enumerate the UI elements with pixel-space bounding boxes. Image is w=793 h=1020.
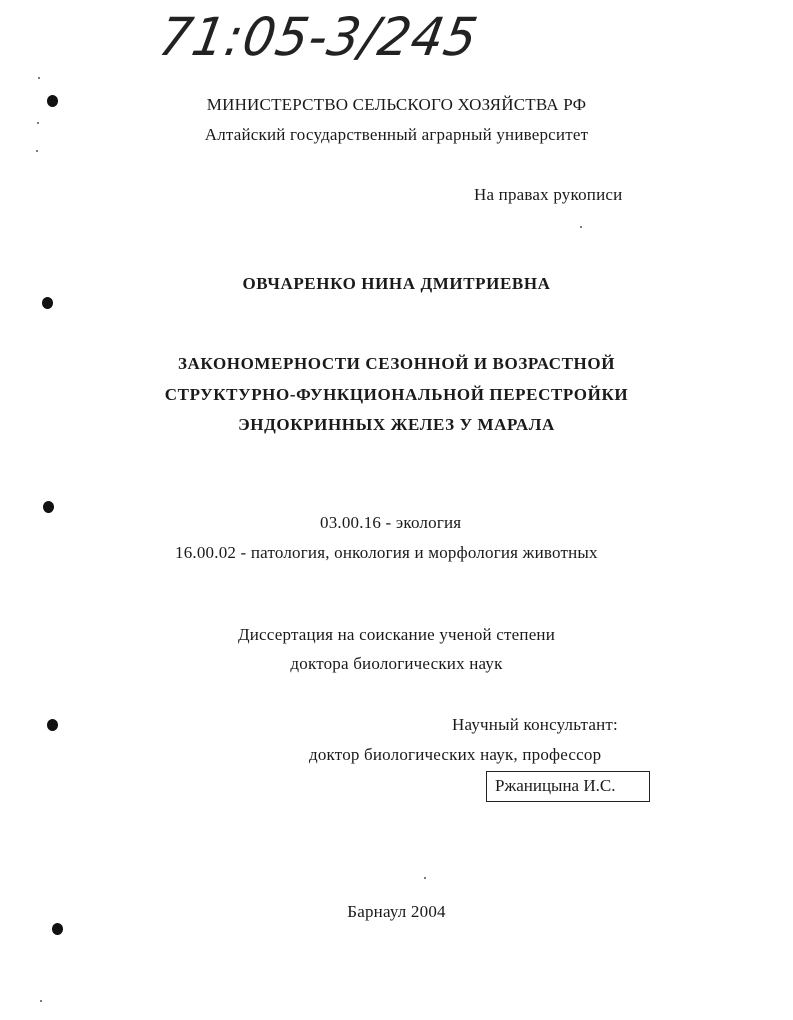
author-name: ОВЧАРЕНКО НИНА ДМИТРИЕВНА — [242, 274, 551, 293]
scan-speck — [37, 122, 39, 124]
binding-hole-icon — [43, 501, 54, 513]
ministry-heading: МИНИСТЕРСТВО СЕЛЬСКОГО ХОЗЯЙСТВА РФ — [206, 95, 587, 114]
city-year: Барнаул 2004 — [347, 902, 446, 921]
scan-speck — [36, 150, 38, 152]
binding-hole-icon — [47, 719, 58, 731]
title-line: ЗАКОНОМЕРНОСТИ СЕЗОННОЙ И ВОЗРАСТНОЙ — [177, 354, 616, 373]
handwritten-archive-code: 71:05-3/245 — [154, 6, 483, 68]
scan-speck — [40, 1000, 42, 1002]
specialty-pathology: 16.00.02 - патология, онкология и морфология животных — [175, 543, 598, 562]
degree-line: Диссертация на соискание ученой степени — [237, 625, 556, 644]
degree-line: доктора биологических наук — [290, 654, 503, 673]
specialty-ecology: 03.00.16 - экология — [320, 513, 462, 532]
binding-hole-icon — [52, 923, 63, 935]
manuscript-rights: На правах рукописи — [474, 185, 623, 204]
title-line: СТРУКТУРНО-ФУНКЦИОНАЛЬНОЙ ПЕРЕСТРОЙКИ — [164, 385, 629, 404]
consultant-name-box: Ржаницына И.С. — [486, 771, 650, 802]
binding-hole-icon — [42, 297, 53, 309]
scan-speck — [580, 226, 582, 228]
title-line: ЭНДОКРИННЫХ ЖЕЛЕЗ У МАРАЛА — [238, 415, 555, 434]
scan-speck — [424, 877, 426, 879]
university-name: Алтайский государственный аграрный университет — [204, 125, 589, 144]
consultant-credentials: доктор биологических наук, профессор — [309, 745, 602, 764]
consultant-label: Научный консультант: — [452, 715, 618, 734]
scan-speck — [38, 77, 40, 79]
